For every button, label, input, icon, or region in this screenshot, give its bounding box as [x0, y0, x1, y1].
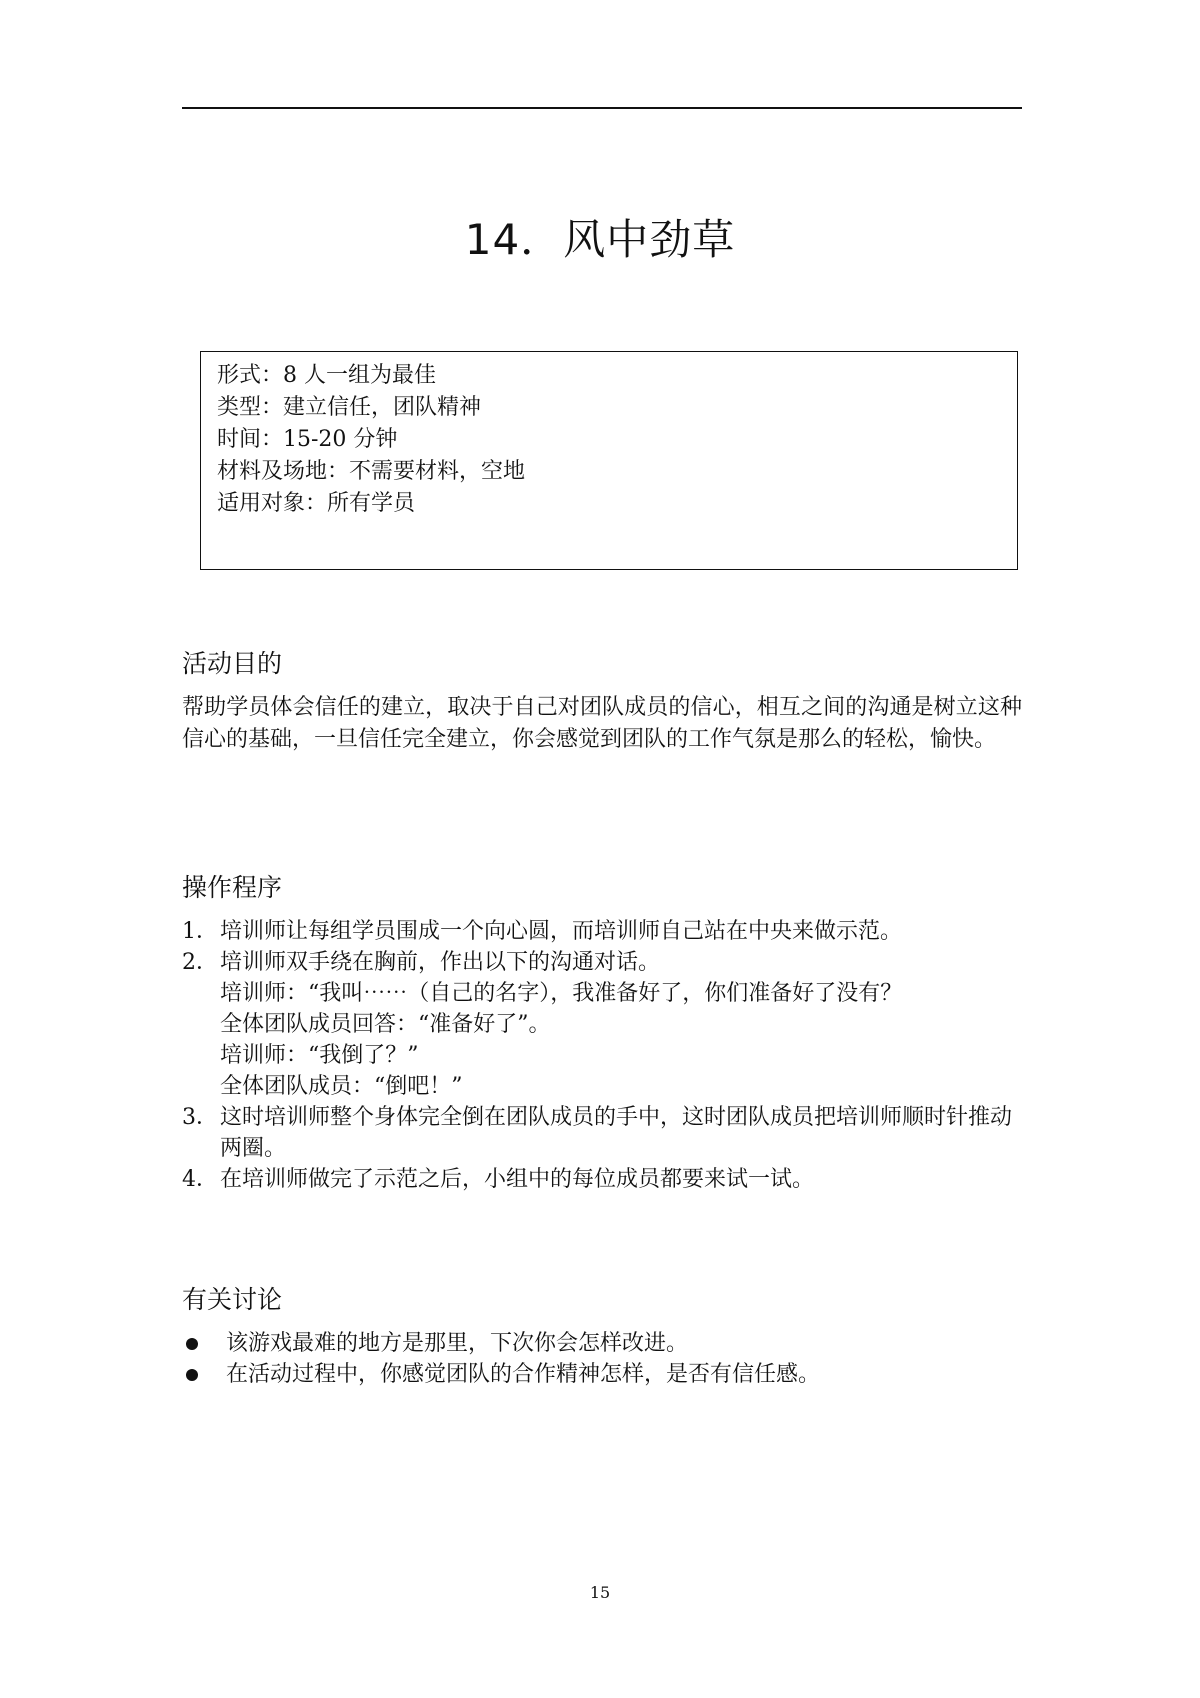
step-number: 4．	[182, 1167, 218, 1192]
discussion-item-text: 该游戏最难的地方是那里，下次你会怎样改进。	[226, 1331, 689, 1356]
bullet-icon	[186, 1338, 198, 1350]
procedure-step	[182, 947, 1022, 978]
dialog-line: 培训师：“我叫⋯⋯（自己的名字），我准备好了，你们准备好了没有？	[220, 981, 903, 1006]
info-time: 时间：15-20 分钟	[217, 427, 398, 452]
info-audience: 适用对象：所有学员	[217, 491, 416, 516]
discussion-item	[182, 1359, 1022, 1390]
header-rule	[182, 107, 1022, 109]
procedure-step	[182, 916, 1022, 947]
page-title: 14．风中劲草	[464, 215, 736, 264]
discussion-section	[182, 1282, 1022, 1390]
dialog-line: 全体团队成员回答：“准备好了”。	[220, 1012, 551, 1037]
info-materials: 材料及场地：不需要材料，空地	[217, 459, 526, 484]
discussion-item	[182, 1328, 1022, 1359]
step-text: 在培训师做完了示范之后，小组中的每位成员都要来试一试。	[220, 1167, 815, 1192]
step-text: 培训师双手绕在胸前，作出以下的沟通对话。	[220, 950, 661, 975]
bullet-icon	[186, 1369, 198, 1381]
step-text: 培训师让每组学员围成一个向心圆，而培训师自己站在中央来做示范。	[220, 919, 903, 944]
step-number: 2．	[182, 950, 218, 975]
info-type: 类型：建立信任，团队精神	[217, 395, 482, 420]
dialog-line: 全体团队成员：“倒吧！”	[220, 1074, 463, 1099]
purpose-section	[182, 646, 1022, 756]
procedure-step	[182, 1102, 1022, 1164]
purpose-text: 帮助学员体会信任的建立，取决于自己对团队成员的信心，相互之间的沟通是树立这种信心的基础，一旦信任完全建立，你会感觉到团队的工作气氛是那么的轻松，愉快。	[182, 695, 1022, 752]
discussion-item-text: 在活动过程中，你感觉团队的合作精神怎样，是否有信任感。	[226, 1362, 821, 1387]
step-number: 3．	[182, 1105, 218, 1130]
activity-info-box	[200, 351, 1018, 570]
page-number: 15	[589, 1583, 611, 1602]
purpose-heading: 活动目的	[182, 649, 283, 678]
procedure-heading: 操作程序	[182, 873, 283, 902]
step-number: 1．	[182, 919, 218, 944]
procedure-section	[182, 870, 1022, 1195]
procedure-step	[182, 1164, 1022, 1195]
discussion-heading: 有关讨论	[182, 1285, 283, 1314]
dialog-line: 培训师：“我倒了？”	[220, 1043, 419, 1068]
info-format: 形式：8 人一组为最佳	[217, 363, 436, 388]
step-text: 这时培训师整个身体完全倒在团队成员的手中，这时团队成员把培训师顺时针推动两圈。	[220, 1105, 1013, 1161]
